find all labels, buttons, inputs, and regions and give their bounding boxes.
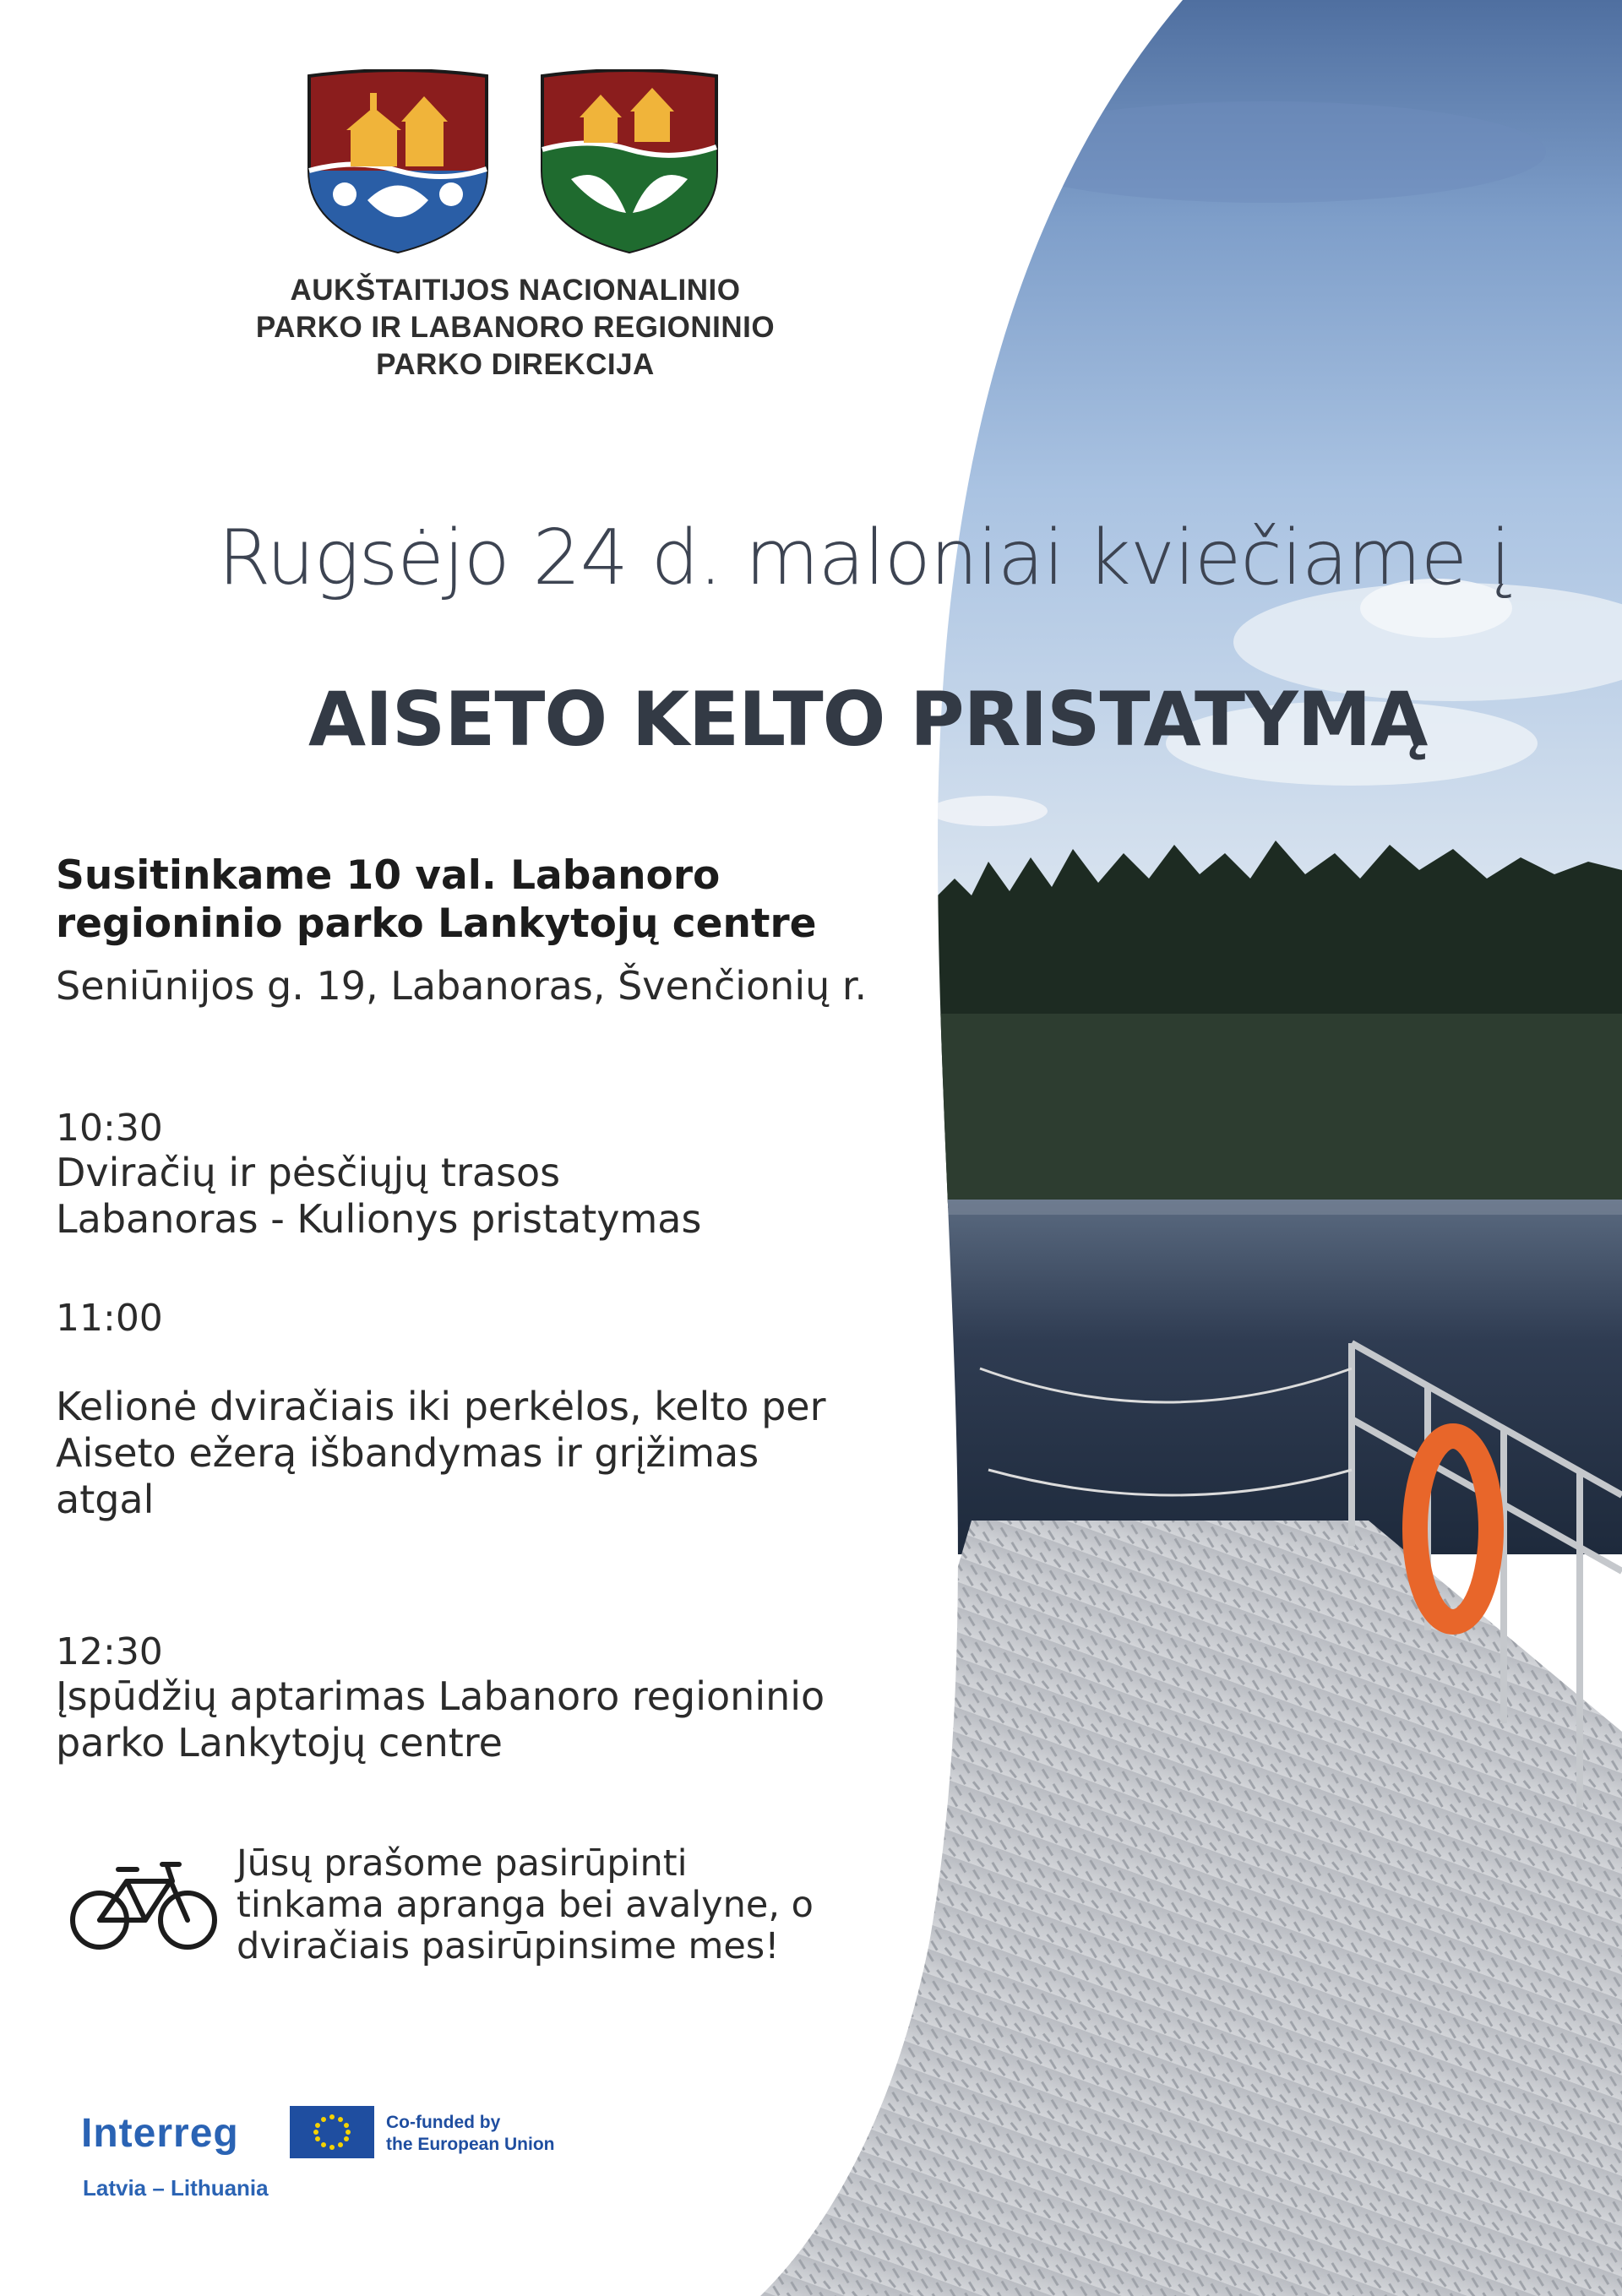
aukstaitija-crest-icon <box>304 69 492 255</box>
organization-line-2: PARKO IR LABANORO REGIONINIO <box>255 311 776 344</box>
meeting-line-1: Susitinkame 10 val. Labanoro <box>56 852 721 899</box>
organization-line-1: AUKŠTAITIJOS NACIONALINIO <box>290 274 741 307</box>
schedule-text: parko Lankytojų centre <box>56 1720 503 1766</box>
schedule-item <box>56 1107 943 1243</box>
event-title: AISETO KELTO PRISTATYMĄ <box>308 676 1428 763</box>
program-name: Latvia – Lithuania <box>83 2175 269 2201</box>
organization-name <box>228 272 803 384</box>
meeting-address: Seniūnijos g. 19, Labanoras, Švenčionių r. <box>56 963 868 1009</box>
organization-line-3: PARKO DIREKCIJA <box>376 348 655 381</box>
cofunded-label <box>386 2112 606 2156</box>
schedule-time: 10:30 <box>56 1107 163 1150</box>
schedule-item <box>56 1297 943 1523</box>
note-line-3: dviračiais pasirūpinsime mes! <box>237 1925 780 1967</box>
schedule-text: Įspūdžių aptarimas Labanoro regioninio <box>56 1673 825 1719</box>
schedule-item <box>56 1630 943 1766</box>
eu-flag-icon <box>290 2106 374 2158</box>
bicycle-icon <box>68 1854 220 1951</box>
bicycle-note <box>237 1843 879 1967</box>
schedule-text: Kelionė dviračiais iki perkėlos, kelto per <box>56 1384 826 1429</box>
schedule-text: Aiseto ežerą išbandymas ir grįžimas <box>56 1430 759 1476</box>
cofunded-line-2: the European Union <box>386 2135 555 2154</box>
schedule-text: Labanoras - Kulionys pristatymas <box>56 1196 702 1242</box>
schedule-text: atgal <box>56 1477 155 1522</box>
note-line-2: tinkama apranga bei avalyne, o <box>237 1884 814 1926</box>
cofunded-line-1: Co-funded by <box>386 2113 501 2132</box>
schedule-time: 12:30 <box>56 1630 163 1673</box>
meeting-line-2: regioninio parko Lankytojų centre <box>56 900 817 947</box>
invitation-date-line: Rugsėjo 24 d. maloniai kviečiame į <box>218 514 1510 602</box>
note-line-1: Jūsų prašome pasirūpinti <box>237 1842 688 1885</box>
meeting-info <box>56 851 901 948</box>
schedule-text: Dviračių ir pėsčiųjų trasos <box>56 1150 561 1195</box>
interreg-logo: Interreg <box>81 2111 239 2156</box>
labanoras-crest-icon <box>537 69 721 255</box>
schedule-time: 11:00 <box>56 1297 163 1340</box>
